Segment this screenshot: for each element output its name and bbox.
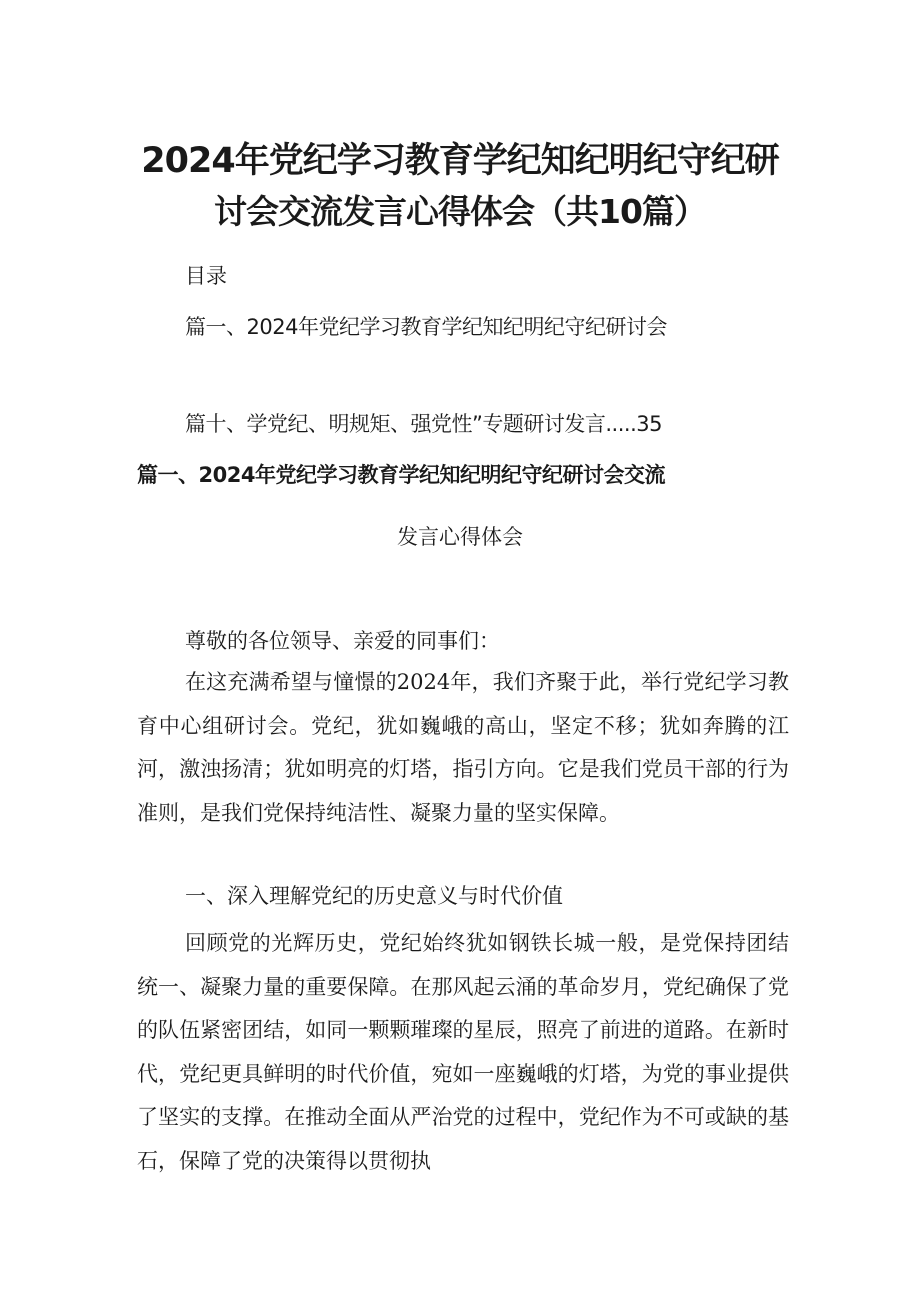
document-title-line-2-text: 讨会交流发言心得体会（共10篇） <box>214 192 706 231</box>
document-title-line-1: 2024年党纪学习教育学纪知纪明纪守纪研 <box>141 141 779 181</box>
toc-entry-10[interactable]: 篇十、学党纪、明规矩、强党性”专题研讨发言.....35 <box>185 412 662 436</box>
paragraph-2: 回顾党的光辉历史，党纪始终犹如钢铁长城一般，是党保持团结统一、凝聚力量的重要保障。在那风起云涌的革命岁月，党纪确保了党的队伍紧密团结，如同一颗颗璀璨的星辰，照亮了前进的道路。在新时代，党纪更具鲜明的时代价值，宛如一座巍峨的灯塔，为党的事业提供了坚实的支撑。在推动全面从严治党的过程中，党纪作为不可或缺的基石，保障了党的决策得以贯彻执 <box>137 931 789 1173</box>
document-title-line-2 <box>130 186 790 238</box>
toc-label: 目录 <box>185 264 227 288</box>
subheading-1: 一、深入理解党纪的历史意义与时代价值 <box>185 884 563 908</box>
toc-entry-1[interactable]: 篇一、2024年党纪学习教育学纪知纪明纪守纪研讨会 <box>185 315 667 339</box>
section-title-line-2: 发言心得体会 <box>397 525 523 549</box>
section-title-line-1: 篇一、2024年党纪学习教育学纪知纪明纪守纪研讨会交流 <box>137 463 665 487</box>
greeting-line: 尊敬的各位领导、亲爱的同事们： <box>185 629 500 653</box>
paragraph-1: 在这充满希望与憧憬的2024年，我们齐聚于此，举行党纪学习教育中心组研讨会。党纪，犹如巍峨的高山，坚定不移；犹如奔腾的江河，激浊扬清；犹如明亮的灯塔，指引方向。它是我们党员干部的行为准则，是我们党保持纯洁性、凝聚力量的坚实保障。 <box>137 670 789 825</box>
